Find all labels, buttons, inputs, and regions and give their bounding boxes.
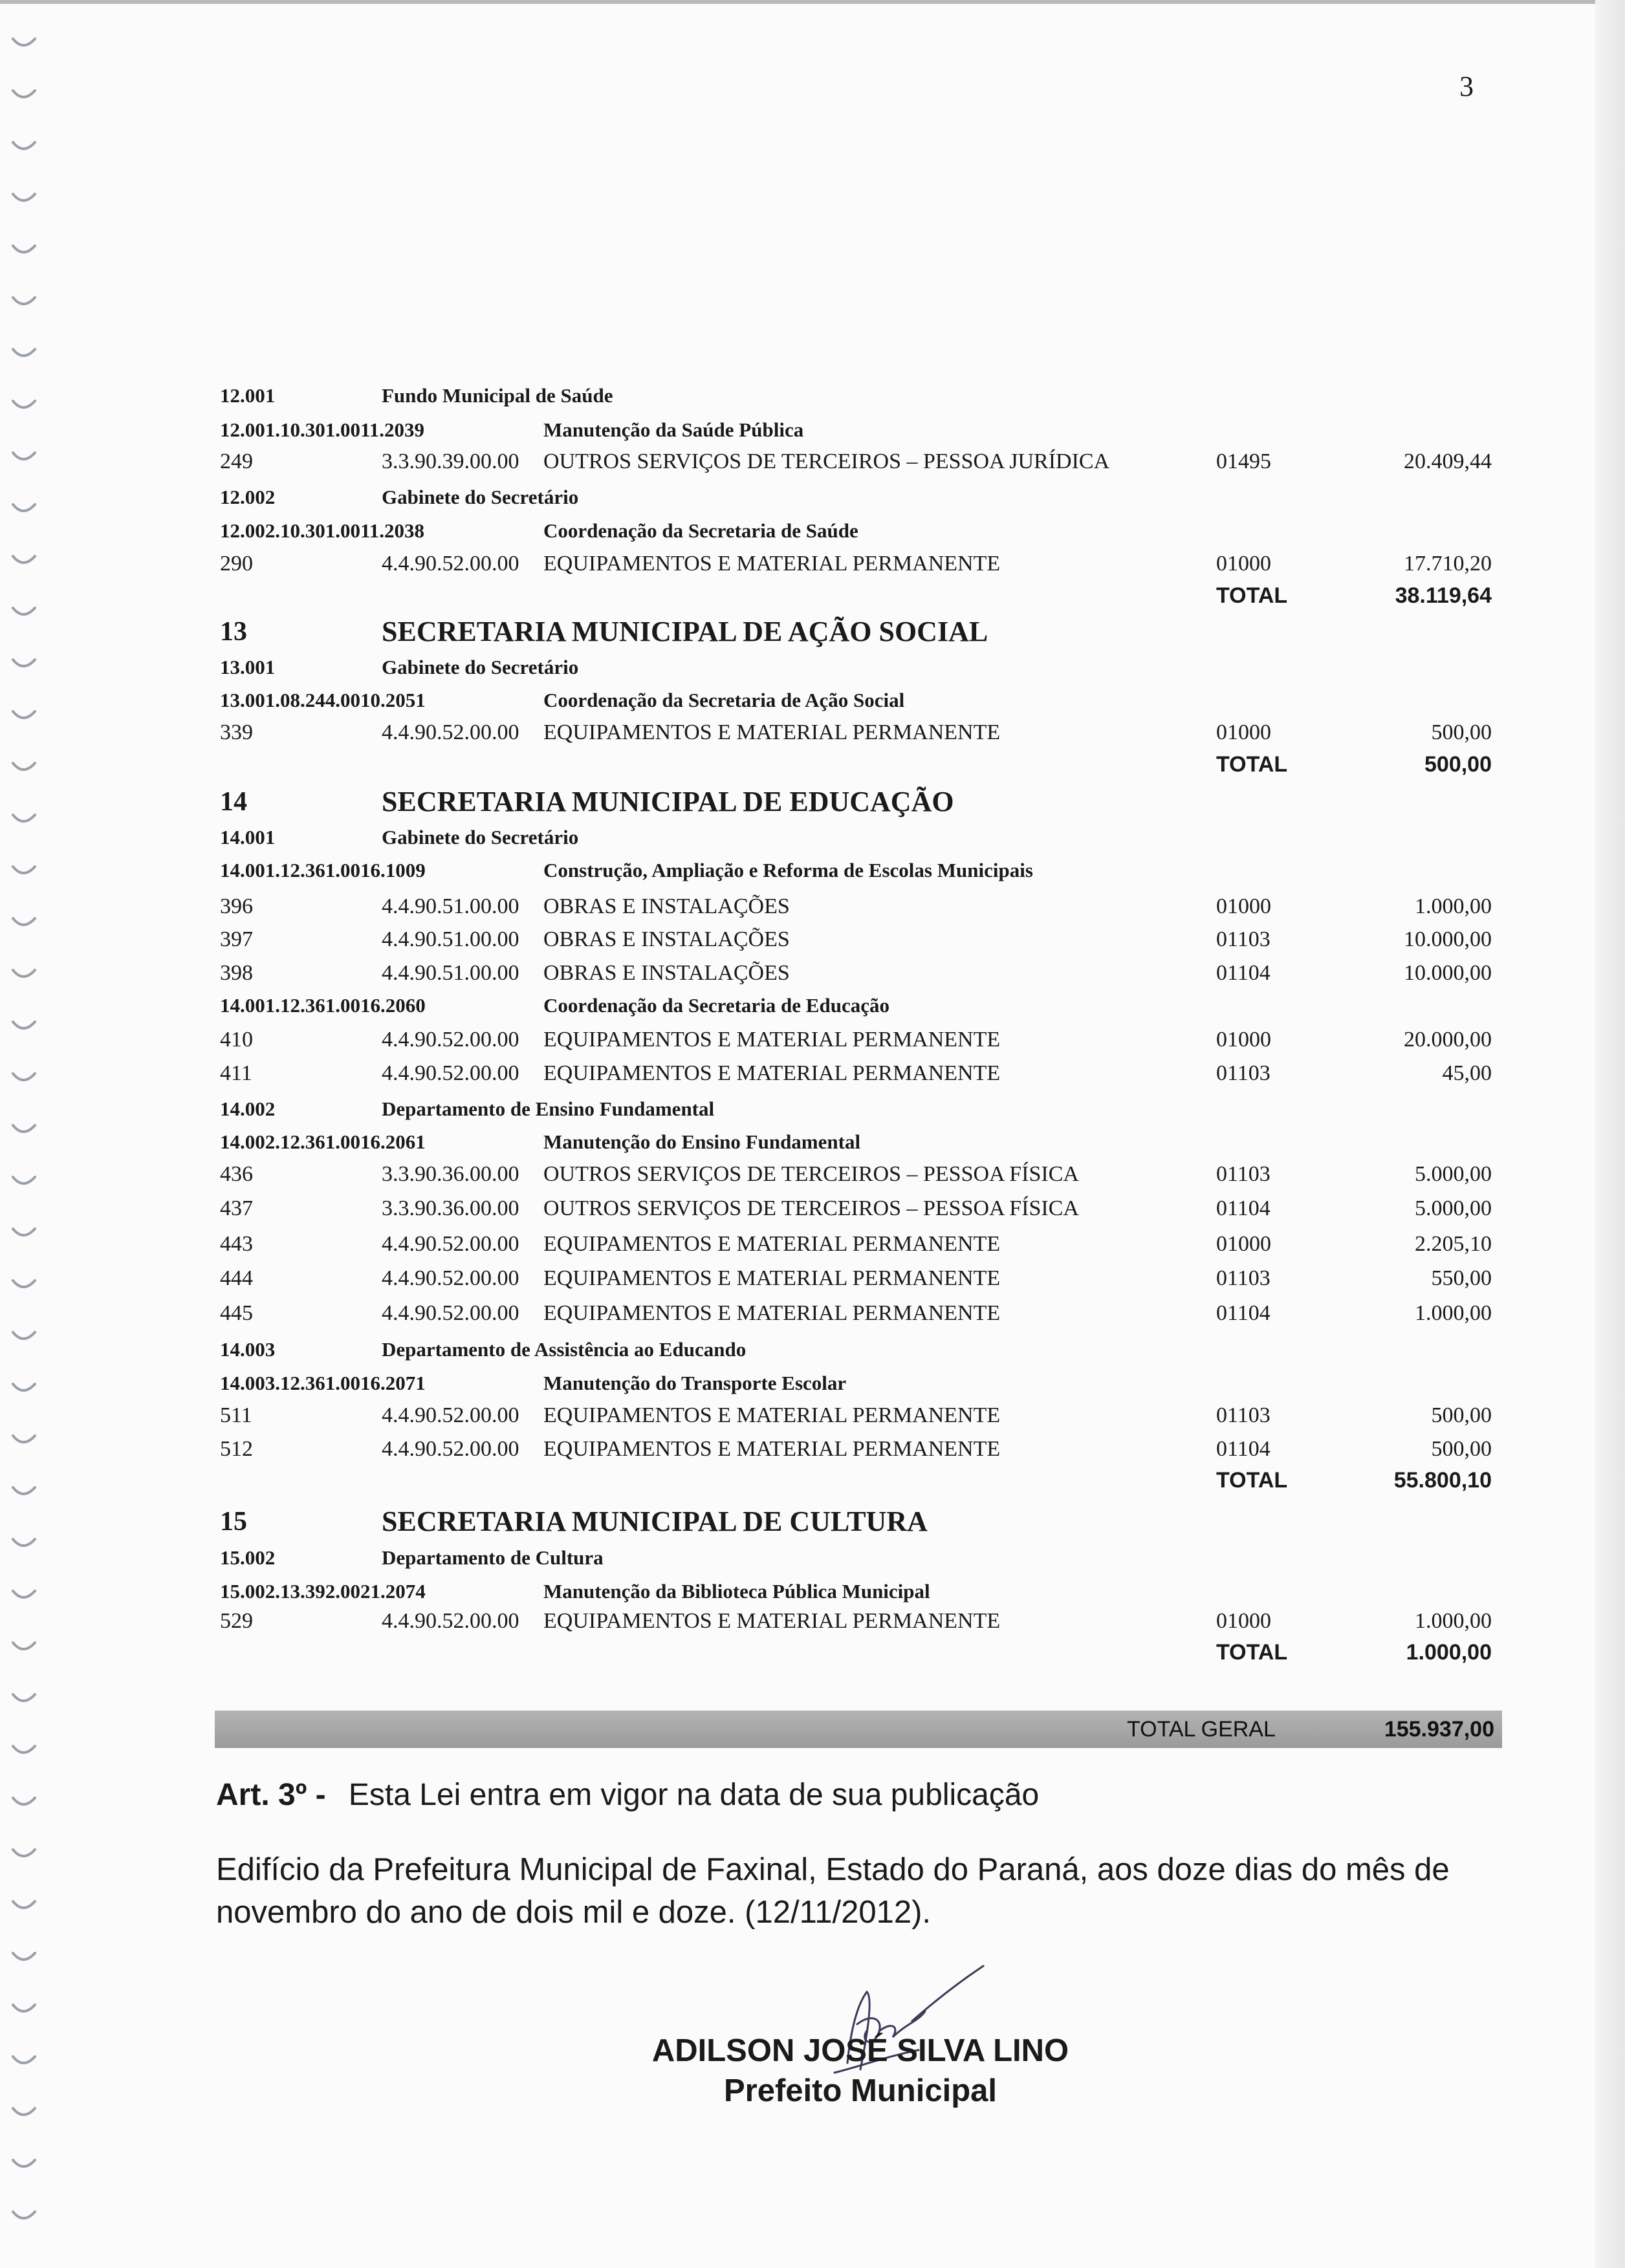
grand-total-bar [215, 1711, 1502, 1748]
unit-row [220, 481, 1501, 513]
action-desc: Construção, Ampliação e Reforma de Escolas Municipais [543, 859, 1033, 881]
unit-code: 13.001 [220, 656, 276, 678]
expense-number: 436 [220, 1162, 253, 1186]
unit-code: 15.002 [220, 1546, 276, 1569]
expense-row [220, 1057, 1501, 1090]
expense-source: 01103 [1216, 1162, 1271, 1186]
grand-total-label: TOTAL GERAL [1127, 1717, 1276, 1742]
page-top-edge [0, 0, 1625, 4]
expense-number: 512 [220, 1437, 253, 1461]
expense-description: EQUIPAMENTOS E MATERIAL PERMANENTE [543, 1061, 1001, 1085]
expense-row [220, 548, 1501, 580]
expense-number: 398 [220, 961, 253, 985]
expense-value: 550,00 [1431, 1266, 1492, 1290]
secretariat-title: SECRETARIA MUNICIPAL DE EDUCAÇÃO [382, 786, 954, 817]
action-code: 14.002.12.361.0016.2061 [220, 1130, 426, 1153]
action-row [220, 1126, 1501, 1158]
expense-nature: 4.4.90.52.00.00 [382, 1232, 519, 1256]
expense-number: 290 [220, 552, 253, 576]
expense-description: EQUIPAMENTOS E MATERIAL PERMANENTE [543, 552, 1001, 576]
expense-nature: 4.4.90.52.00.00 [382, 1061, 519, 1085]
article-3 [216, 1777, 1039, 1813]
action-desc: Manutenção do Ensino Fundamental [543, 1130, 861, 1153]
expense-nature: 4.4.90.52.00.00 [382, 1437, 519, 1461]
expense-value: 1.000,00 [1415, 894, 1492, 918]
expense-number: 249 [220, 449, 253, 473]
expense-nature: 4.4.90.51.00.00 [382, 927, 519, 951]
unit-code: 12.002 [220, 486, 276, 508]
expense-number: 396 [220, 894, 253, 918]
expense-value: 1.000,00 [1415, 1609, 1492, 1633]
expense-source: 01000 [1216, 1028, 1271, 1052]
action-row [220, 1367, 1501, 1399]
expense-nature: 3.3.90.36.00.00 [382, 1162, 519, 1186]
expense-value: 500,00 [1431, 720, 1492, 744]
expense-number: 511 [220, 1403, 252, 1427]
unit-row [220, 821, 1501, 854]
expense-source: 01103 [1216, 927, 1271, 951]
expense-number: 444 [220, 1266, 253, 1290]
expense-value: 20.000,00 [1404, 1028, 1492, 1052]
expense-number: 443 [220, 1232, 253, 1256]
expense-row [220, 1433, 1501, 1465]
unit-desc: Gabinete do Secretário [382, 486, 579, 508]
expense-nature: 4.4.90.52.00.00 [382, 1301, 519, 1325]
total-value: 1.000,00 [1406, 1640, 1492, 1665]
unit-code: 14.002 [220, 1097, 276, 1120]
action-desc: Manutenção da Saúde Pública [543, 418, 804, 441]
unit-code: 14.001 [220, 826, 276, 848]
article-text: Esta Lei entra em vigor na data de sua publicação [348, 1778, 1040, 1812]
action-code: 14.001.12.361.0016.1009 [220, 859, 426, 881]
unit-desc: Gabinete do Secretário [382, 826, 579, 848]
action-row [220, 854, 1501, 887]
unit-row [220, 651, 1501, 684]
action-row [220, 989, 1501, 1022]
expense-row [220, 1193, 1501, 1225]
closing-paragraph: Edifício da Prefeitura Municipal de Faxinal, Estado do Paraná, aos doze dias do mês de novembro do ano de dois mil e doze. (12/11/2012). [216, 1852, 1450, 1930]
action-code: 14.001.12.361.0016.2060 [220, 994, 426, 1017]
expense-description: OBRAS E INSTALAÇÕES [543, 894, 790, 918]
action-code: 14.003.12.361.0016.2071 [220, 1372, 426, 1394]
action-code: 12.002.10.301.0011.2038 [220, 519, 425, 542]
expense-source: 01000 [1216, 552, 1271, 576]
expense-description: EQUIPAMENTOS E MATERIAL PERMANENTE [543, 1232, 1001, 1256]
unit-desc: Departamento de Ensino Fundamental [382, 1097, 715, 1120]
expense-description: OBRAS E INSTALAÇÕES [543, 961, 790, 985]
signatory-name: ADILSON JOSÉ SILVA LINO [651, 2033, 1069, 2068]
grand-total-value: 155.937,00 [1384, 1717, 1494, 1742]
unit-desc: Departamento de Assistência ao Educando [382, 1338, 747, 1361]
expense-source: 01000 [1216, 720, 1271, 744]
expense-source: 01103 [1216, 1266, 1271, 1290]
expense-description: OUTROS SERVIÇOS DE TERCEIROS – PESSOA FÍSICA [543, 1162, 1079, 1186]
expense-value: 5.000,00 [1415, 1196, 1492, 1220]
action-desc: Coordenação da Secretaria de Educação [543, 994, 889, 1017]
total-value: 38.119,64 [1395, 583, 1492, 608]
expense-row [220, 1024, 1501, 1056]
total-value: 55.800,10 [1393, 1468, 1492, 1493]
expense-row [220, 1228, 1501, 1260]
total-value: 500,00 [1424, 752, 1492, 777]
secretariat-code: 15 [220, 1507, 247, 1537]
expense-number: 445 [220, 1301, 253, 1325]
expense-description: OUTROS SERVIÇOS DE TERCEIROS – PESSOA FÍSICA [543, 1196, 1079, 1220]
expense-value: 20.409,44 [1404, 449, 1492, 473]
total-label: TOTAL [1216, 1468, 1288, 1493]
expense-row [220, 957, 1501, 989]
expense-value: 10.000,00 [1404, 961, 1492, 985]
action-code: 15.002.13.392.0021.2074 [220, 1580, 426, 1603]
expense-value: 500,00 [1431, 1437, 1492, 1461]
expense-row [220, 446, 1501, 478]
expense-number: 339 [220, 720, 253, 744]
secretariat-heading [220, 616, 1501, 648]
article-label: Art. 3º - [216, 1778, 326, 1812]
total-label: TOTAL [1216, 752, 1288, 777]
unit-desc: Gabinete do Secretário [382, 656, 579, 678]
secretariat-title: SECRETARIA MUNICIPAL DE CULTURA [382, 1506, 928, 1537]
expense-nature: 4.4.90.51.00.00 [382, 894, 519, 918]
expense-value: 1.000,00 [1415, 1301, 1492, 1325]
expense-value: 45,00 [1442, 1061, 1492, 1085]
expense-nature: 4.4.90.52.00.00 [382, 1028, 519, 1052]
expense-number: 437 [220, 1196, 253, 1220]
action-desc: Coordenação da Secretaria de Saúde [543, 519, 858, 542]
expense-description: EQUIPAMENTOS E MATERIAL PERMANENTE [543, 1437, 1001, 1461]
expense-row [220, 923, 1501, 956]
expense-nature: 4.4.90.52.00.00 [382, 720, 519, 744]
action-code: 12.001.10.301.0011.2039 [220, 418, 425, 441]
expense-number: 397 [220, 927, 253, 951]
expense-row [220, 1399, 1501, 1432]
expense-description: OBRAS E INSTALAÇÕES [543, 927, 790, 951]
unit-row [220, 1334, 1501, 1366]
unit-row [220, 1542, 1501, 1574]
section-total-row [220, 1636, 1501, 1669]
secretariat-code: 14 [220, 787, 247, 817]
expense-nature: 4.4.90.52.00.00 [382, 552, 519, 576]
expense-value: 17.710,20 [1404, 552, 1492, 576]
expense-description: EQUIPAMENTOS E MATERIAL PERMANENTE [543, 1609, 1001, 1633]
expense-source: 01000 [1216, 1609, 1271, 1633]
expense-source: 01000 [1216, 1232, 1271, 1256]
expense-description: EQUIPAMENTOS E MATERIAL PERMANENTE [543, 1028, 1001, 1052]
section-total-row [220, 579, 1501, 612]
expense-description: EQUIPAMENTOS E MATERIAL PERMANENTE [543, 1301, 1001, 1325]
expense-value: 10.000,00 [1404, 927, 1492, 951]
expense-description: EQUIPAMENTOS E MATERIAL PERMANENTE [543, 720, 1001, 744]
unit-desc: Fundo Municipal de Saúde [382, 384, 613, 407]
unit-row [220, 1093, 1501, 1125]
page-right-edge [1595, 0, 1625, 2268]
expense-number: 411 [220, 1061, 252, 1085]
expense-source: 01103 [1216, 1061, 1271, 1085]
expense-value: 5.000,00 [1415, 1162, 1492, 1186]
action-row [220, 684, 1501, 717]
expense-row [220, 1158, 1501, 1191]
expense-value: 2.205,10 [1415, 1232, 1492, 1256]
secretariat-heading [220, 786, 1501, 818]
expense-number: 529 [220, 1609, 253, 1633]
unit-row [220, 380, 1501, 412]
section-total-row [220, 748, 1501, 781]
action-code: 13.001.08.244.0010.2051 [220, 689, 426, 711]
unit-code: 12.001 [220, 384, 276, 407]
expense-description: OUTROS SERVIÇOS DE TERCEIROS – PESSOA JURÍDICA [543, 449, 1110, 473]
action-desc: Coordenação da Secretaria de Ação Social [543, 689, 905, 711]
expense-nature: 3.3.90.39.00.00 [382, 449, 519, 473]
signatory-role: Prefeito Municipal [723, 2073, 997, 2108]
unit-desc: Departamento de Cultura [382, 1546, 604, 1569]
page-number: 3 [1459, 70, 1474, 102]
expense-value: 500,00 [1431, 1403, 1492, 1427]
expense-row [220, 1605, 1501, 1637]
total-label: TOTAL [1216, 1640, 1288, 1665]
expense-nature: 3.3.90.36.00.00 [382, 1196, 519, 1220]
total-label: TOTAL [1216, 583, 1288, 608]
action-desc: Manutenção do Transporte Escolar [543, 1372, 847, 1394]
expense-nature: 4.4.90.52.00.00 [382, 1266, 519, 1290]
signature-block [602, 2031, 1119, 2111]
expense-nature: 4.4.90.51.00.00 [382, 961, 519, 985]
expense-source: 01000 [1216, 894, 1271, 918]
expense-source: 01104 [1216, 1437, 1271, 1461]
secretariat-title: SECRETARIA MUNICIPAL DE AÇÃO SOCIAL [382, 616, 988, 647]
spiral-binding-holes [0, 0, 71, 2268]
action-desc: Manutenção da Biblioteca Pública Municipal [543, 1580, 930, 1603]
expense-description: EQUIPAMENTOS E MATERIAL PERMANENTE [543, 1266, 1001, 1290]
expense-number: 410 [220, 1028, 253, 1052]
unit-code: 14.003 [220, 1338, 276, 1361]
expense-nature: 4.4.90.52.00.00 [382, 1403, 519, 1427]
expense-row [220, 891, 1501, 923]
expense-row [220, 1297, 1501, 1330]
expense-row [220, 1262, 1501, 1295]
expense-row [220, 717, 1501, 749]
secretariat-heading [220, 1506, 1501, 1538]
expense-source: 01103 [1216, 1403, 1271, 1427]
section-total-row [220, 1464, 1501, 1496]
action-row [220, 414, 1501, 446]
action-row [220, 1575, 1501, 1608]
expense-source: 01104 [1216, 961, 1271, 985]
expense-nature: 4.4.90.52.00.00 [382, 1609, 519, 1633]
expense-description: EQUIPAMENTOS E MATERIAL PERMANENTE [543, 1403, 1001, 1427]
expense-source: 01104 [1216, 1301, 1271, 1325]
expense-source: 01104 [1216, 1196, 1271, 1220]
secretariat-code: 13 [220, 617, 247, 647]
expense-source: 01495 [1216, 449, 1271, 473]
action-row [220, 515, 1501, 547]
